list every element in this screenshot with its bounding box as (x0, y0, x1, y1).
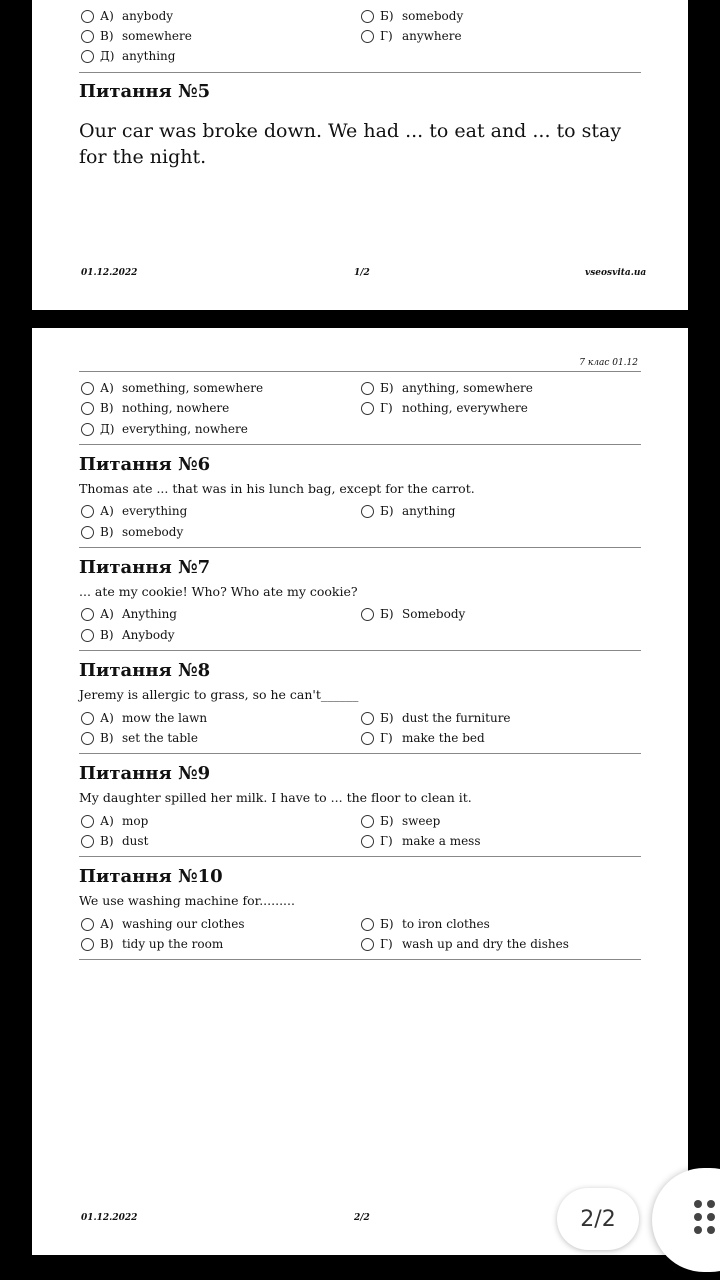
radio-icon[interactable] (81, 526, 94, 539)
radio-icon[interactable] (81, 50, 94, 63)
option-g[interactable]: Г) nothing, everywhere (361, 398, 528, 418)
option-v[interactable]: В) somebody (81, 522, 183, 542)
question-title: Питання №9 (79, 763, 211, 784)
radio-icon[interactable] (361, 608, 374, 621)
radio-icon[interactable] (81, 382, 94, 395)
radio-icon[interactable] (361, 10, 374, 23)
option-b[interactable]: Б) Somebody (361, 604, 465, 624)
option-a[interactable]: А) mow the lawn (81, 708, 207, 728)
radio-icon[interactable] (81, 712, 94, 725)
divider (79, 72, 641, 73)
divider (79, 444, 641, 445)
option-b[interactable]: Б) somebody (361, 6, 463, 26)
option-a[interactable]: А) anybody (81, 6, 173, 26)
radio-icon[interactable] (81, 815, 94, 828)
radio-icon[interactable] (361, 918, 374, 931)
radio-icon[interactable] (361, 505, 374, 518)
radio-icon[interactable] (81, 402, 94, 415)
radio-icon[interactable] (361, 382, 374, 395)
option-b[interactable]: Б) to iron clothes (361, 914, 490, 934)
option-v[interactable]: В) Anybody (81, 625, 175, 645)
radio-icon[interactable] (361, 732, 374, 745)
footer-page: 2/2 (354, 1213, 370, 1223)
divider (79, 959, 641, 960)
radio-icon[interactable] (81, 918, 94, 931)
question-text: Our car was broke down. We had ... to eat and ... to stay for the night. (79, 120, 622, 168)
radio-icon[interactable] (361, 938, 374, 951)
document-page-1 (32, 0, 688, 310)
option-b[interactable]: Б) anything, somewhere (361, 378, 533, 398)
option-d[interactable]: Д) everything, nowhere (81, 419, 248, 439)
radio-icon[interactable] (361, 835, 374, 848)
page-indicator[interactable]: 2/2 (557, 1188, 639, 1250)
document-page-2 (32, 328, 688, 1255)
option-g[interactable]: Г) anywhere (361, 26, 462, 46)
footer-site: vseosvita.ua (585, 268, 647, 278)
divider (79, 547, 641, 548)
radio-icon[interactable] (81, 10, 94, 23)
question-title: Питання №6 (79, 454, 211, 475)
question-text: ... ate my cookie! Who? Who ate my cookie? (79, 584, 358, 599)
option-a[interactable]: А) everything (81, 501, 187, 521)
option-a[interactable]: А) Anything (81, 604, 177, 624)
option-g[interactable]: Г) make a mess (361, 831, 481, 851)
grid-dots-icon (694, 1200, 720, 1240)
radio-icon[interactable] (81, 423, 94, 436)
radio-icon[interactable] (81, 629, 94, 642)
option-a[interactable]: А) washing our clothes (81, 914, 244, 934)
radio-icon[interactable] (81, 938, 94, 951)
question-text: Thomas ate ... that was in his lunch bag, except for the carrot. (79, 481, 475, 496)
question-text: We use washing machine for......... (79, 893, 295, 908)
radio-icon[interactable] (81, 608, 94, 621)
option-b[interactable]: Б) anything (361, 501, 455, 521)
radio-icon[interactable] (81, 732, 94, 745)
question-title: Питання №8 (79, 660, 211, 681)
option-v[interactable]: В) tidy up the room (81, 934, 223, 954)
question-text: My daughter spilled her milk. I have to ... the floor to clean it. (79, 790, 472, 805)
question-title: Питання №10 (79, 866, 223, 887)
option-v[interactable]: В) nothing, nowhere (81, 398, 229, 418)
option-g[interactable]: Г) wash up and dry the dishes (361, 934, 569, 954)
option-g[interactable]: Г) make the bed (361, 728, 485, 748)
radio-icon[interactable] (81, 835, 94, 848)
page-header: 7 клас 01.12 (579, 358, 638, 368)
option-d[interactable]: Д) anything (81, 46, 175, 66)
question-title: Питання №5 (79, 81, 211, 102)
question-title: Питання №7 (79, 557, 211, 578)
question-text: Jeremy is allergic to grass, so he can't______ (79, 687, 359, 702)
radio-icon[interactable] (361, 815, 374, 828)
radio-icon[interactable] (361, 712, 374, 725)
option-a[interactable]: А) mop (81, 811, 148, 831)
footer-date: 01.12.2022 (81, 1213, 138, 1223)
option-v[interactable]: В) dust (81, 831, 148, 851)
footer-date: 01.12.2022 (81, 268, 138, 278)
radio-icon[interactable] (81, 505, 94, 518)
option-b[interactable]: Б) dust the furniture (361, 708, 511, 728)
radio-icon[interactable] (361, 402, 374, 415)
option-v[interactable]: В) set the table (81, 728, 198, 748)
divider (79, 650, 641, 651)
option-b[interactable]: Б) sweep (361, 811, 440, 831)
footer-page: 1/2 (354, 268, 370, 278)
radio-icon[interactable] (81, 30, 94, 43)
divider (79, 856, 641, 857)
option-v[interactable]: В) somewhere (81, 26, 192, 46)
radio-icon[interactable] (361, 30, 374, 43)
divider (79, 753, 641, 754)
option-a[interactable]: А) something, somewhere (81, 378, 263, 398)
divider (79, 371, 641, 372)
